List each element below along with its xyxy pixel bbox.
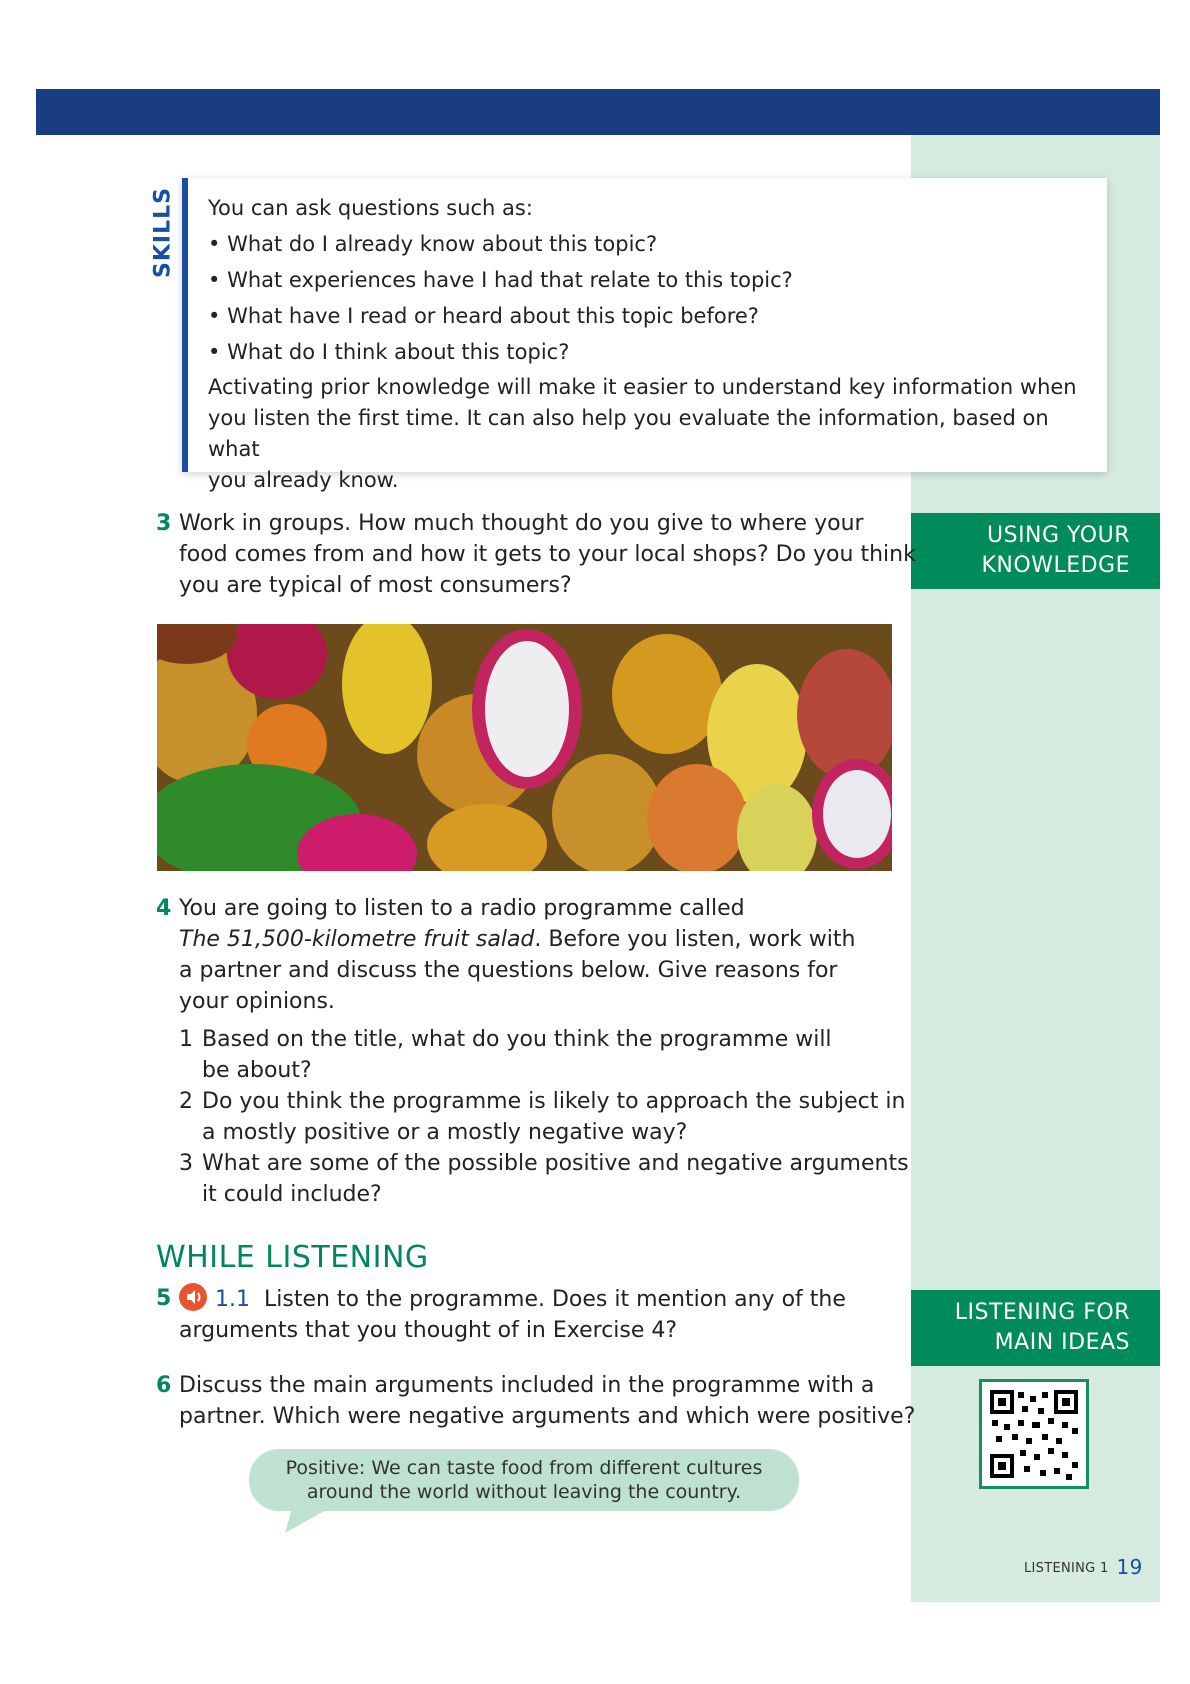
exercise-5: 5 1.1 Listen to the programme. Does it mention any of the arguments that you thought of in Exercise 4? bbox=[156, 1283, 846, 1346]
side-tag-listening-main-ideas: LISTENING FOR MAIN IDEAS bbox=[911, 1290, 1160, 1366]
page-footer bbox=[1024, 1555, 1143, 1579]
fruit-photo bbox=[157, 624, 892, 871]
exercise-4: 4 You are going to listen to a radio programme called The 51,500-kilometre fruit salad. Before you listen, work with a partner and discuss the questions below. Give reasons for your opinions. 1 Based on the title, what do you think the programme will be about? 2 Do you think the programme is likely to approach the subject in a mostly positive or a mostly negative way? 3 What are some of the possible positive and negative arguments it could include? bbox=[156, 893, 909, 1210]
speech-bubble: Positive: We can taste food from different cultures around the world without leaving the country. bbox=[249, 1449, 799, 1511]
skills-bullet: • What have I read or heard about this topic before? bbox=[208, 304, 759, 328]
skills-box bbox=[182, 178, 1107, 492]
page-number: 19 bbox=[1116, 1555, 1143, 1579]
question-item: 2 Do you think the programme is likely to approach the subject in a mostly positive or a mostly negative way? bbox=[179, 1089, 906, 1145]
skills-bullet: • What experiences have I had that relate to this topic? bbox=[208, 268, 793, 292]
skills-label: SKILLS bbox=[150, 187, 176, 278]
skills-intro: You can ask questions such as: bbox=[208, 196, 533, 220]
skills-bullet: • What do I think about this topic? bbox=[208, 340, 570, 364]
while-listening-heading: WHILE LISTENING bbox=[156, 1240, 429, 1275]
top-band bbox=[36, 89, 1160, 135]
exercise-6: 6 Discuss the main arguments included in the programme with a partner. Which were negative arguments and which were positive? bbox=[156, 1373, 916, 1429]
question-item: 3 What are some of the possible positive and negative arguments it could include? bbox=[179, 1151, 909, 1207]
exercise-3: 3 Work in groups. How much thought do you give to where your food comes from and how it gets to your local shops? Do you think you are typical of most consumers? bbox=[156, 511, 916, 598]
speech-bubble-tail bbox=[285, 1505, 335, 1535]
qr-code[interactable] bbox=[979, 1379, 1089, 1489]
side-tag-using-knowledge: USING YOUR KNOWLEDGE bbox=[911, 513, 1160, 589]
footer-section: LISTENING 1 bbox=[1024, 1561, 1109, 1576]
audio-icon[interactable] bbox=[179, 1283, 207, 1311]
question-item: 1 Based on the title, what do you think the programme will be about? bbox=[179, 1027, 832, 1083]
track-number: 1.1 bbox=[215, 1287, 250, 1312]
skills-bullet: • What do I already know about this topic? bbox=[208, 232, 658, 256]
skills-paragraph: Activating prior knowledge will make it easier to understand key information when you listen the first time. It can also help you evaluate the information, based on what you already know. bbox=[208, 375, 1077, 492]
